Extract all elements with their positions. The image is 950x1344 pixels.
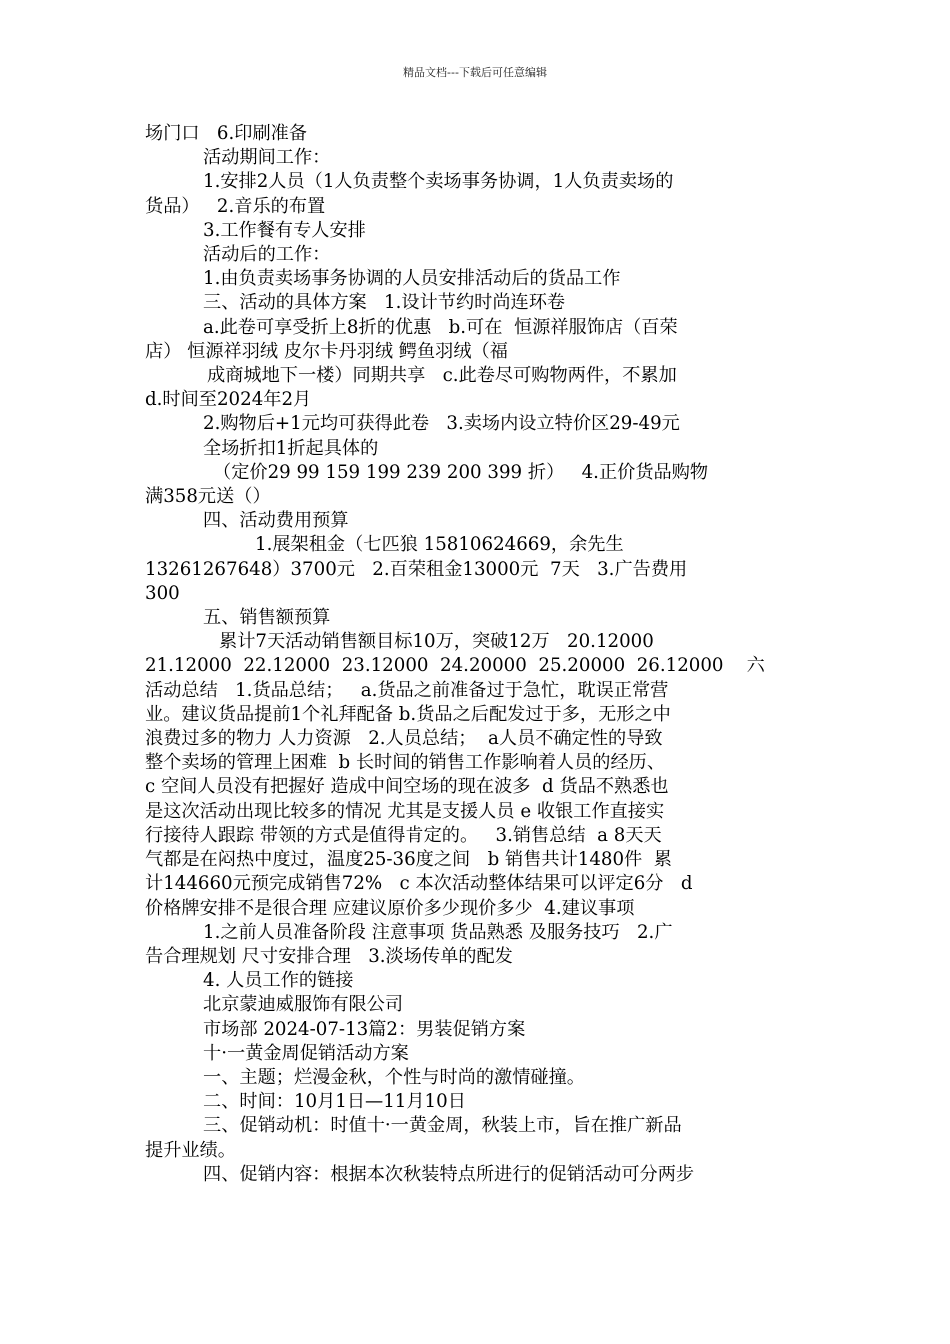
text-line: 价格牌安排不是很合理 应建议原价多少现价多少 4.建议事项 [145,897,635,919]
text-line: c 空间人员没有把握好 造成中间空场的现在波多 d 货品不熟悉也 [145,776,669,798]
text-line: （定价29 99 159 199 239 200 399 折） 4.正价货品购物 [213,461,709,483]
text-line: 1.安排2人员（1人负责整个卖场事务协调，1人负责卖场的 [203,171,674,193]
text-line: 成商城地下一楼）同期共享 c.此卷尽可购物两件，不累加 [207,365,677,387]
text-line: 告合理规划 尺寸安排合理 3.淡场传单的配发 [145,945,513,967]
text-line: 气都是在闷热中度过，温度25-36度之间 b 销售共计1480件 累 [145,849,672,871]
document-body [145,122,805,1187]
text-line: 行接待人跟踪 带领的方式是值得肯定的。 3.销售总结 a 8天天 [145,824,662,846]
text-line: 店） 恒源祥羽绒 皮尔卡丹羽绒 鳄鱼羽绒（福 [145,340,508,362]
text-line: 2.购物后+1元均可获得此卷 3.卖场内设立特价区29-49元 [203,413,680,435]
text-line: 三、促销动机：时值十·一黄金周，秋装上市，旨在推广新品 [203,1115,682,1137]
text-line: 累计7天活动销售额目标10万，突破12万 20.12000 [219,631,654,653]
text-line: 活动期间工作： [203,147,331,169]
text-line: 21.12000 22.12000 23.12000 24.20000 25.20000 26.12000 六 [145,655,765,677]
text-line: 4. 人员工作的链接 [203,970,354,992]
text-line: 全场折扣1折起具体的 [203,437,379,459]
page-header: 精品文档---下载后可任意编辑 [403,66,547,79]
text-line: 二、时间：10月1日—11月10日 [203,1091,466,1113]
text-line: 场门口 6.印刷准备 [145,123,308,144]
text-line: 300 [145,582,180,604]
text-line: 活动总结 1.货品总结； a.货品之前准备过于急忙，耽误正常营 [145,679,669,701]
text-line: 3.工作餐有专人安排 [203,219,366,241]
text-line: 四、活动费用预算 [203,510,349,532]
text-line: 提升业绩。 [145,1139,236,1161]
text-line: 1.由负责卖场事务协调的人员安排活动后的货品工作 [203,268,621,290]
text-line: 是这次活动出现比较多的情况 尤其是支援人员 e 收银工作直接实 [145,800,665,822]
text-line: 货品） 2.音乐的布置 [145,195,326,217]
text-line: 市场部 2024-07-13篇2：男装促销方案 [203,1018,526,1040]
text-line: 业。建议货品提前1个礼拜配备 b.货品之后配发过于多，无形之中 [145,703,671,725]
text-line: 满358元送（） [145,486,271,508]
text-line: a.此卷可享受折上8折的优惠 b.可在 恒源祥服饰店（百荣 [203,316,678,338]
text-line: 1.展架租金（七匹狼 15810624669，余先生 [255,534,624,556]
text-line: 北京蒙迪威服饰有限公司 [203,994,404,1016]
text-line: 1.之前人员准备阶段 注意事项 货品熟悉 及服务技巧 2.广 [203,921,673,943]
text-line: d.时间至2024年2月 [145,389,312,411]
text-line: 活动后的工作： [203,244,331,266]
text-line: 四、促销内容：根据本次秋装特点所进行的促销活动可分两步 [203,1163,695,1185]
text-line: 计144660元预完成销售72% c 本次活动整体结果可以评定6分 d [145,873,693,895]
text-line: 浪费过多的物力 人力资源 2.人员总结； a人员不确定性的导致 [145,728,663,750]
text-line: 十·一黄金周促销活动方案 [203,1042,409,1064]
text-line: 一、主题；烂漫金秋，个性与时尚的激情碰撞。 [203,1066,585,1088]
text-line: 整个卖场的管理上困难 b 长时间的销售工作影响着人员的经历、 [145,752,666,774]
text-line: 三、活动的具体方案 1.设计节约时尚连环卷 [203,292,566,314]
text-line: 13261267648）3700元 2.百荣租金13000元 7天 3.广告费用 [145,558,688,580]
text-line: 五、销售额预算 [203,607,331,629]
